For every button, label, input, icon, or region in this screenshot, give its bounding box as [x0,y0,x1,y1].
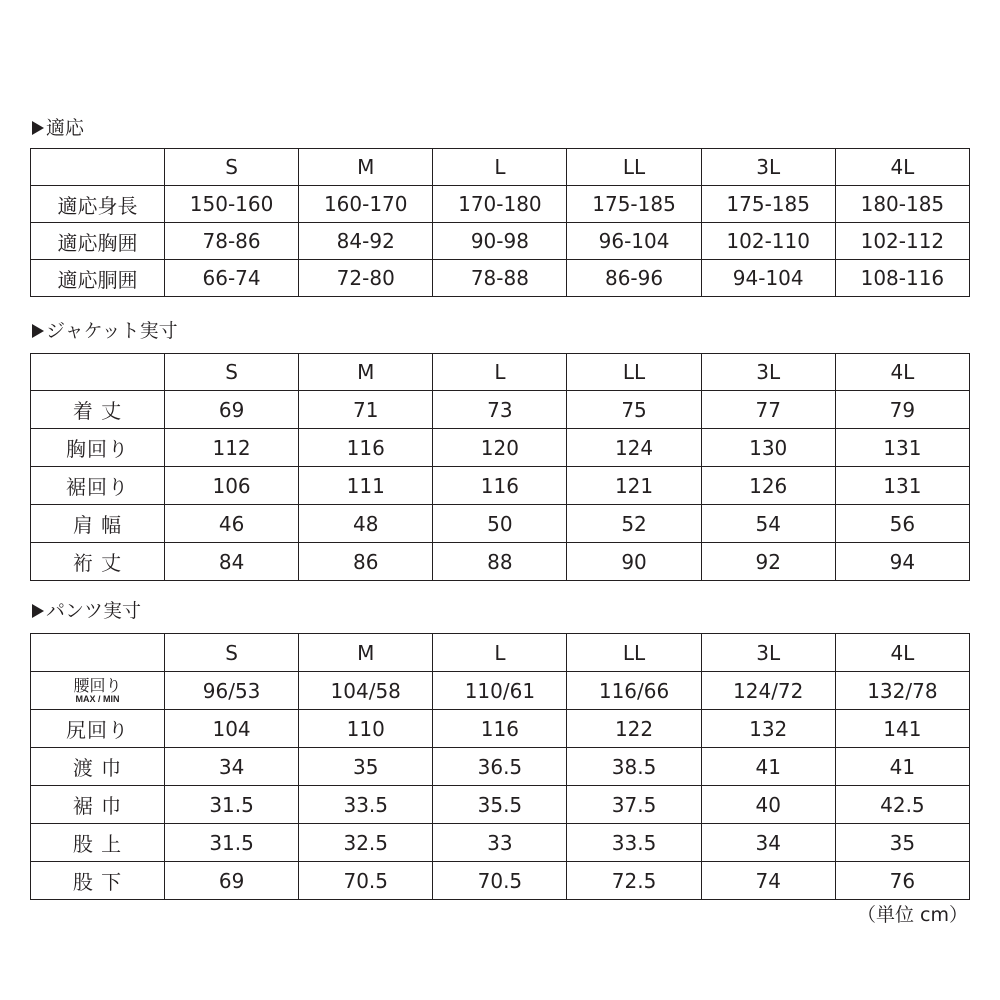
table-cell: 124/72 [701,672,835,710]
table-cell: 48 [299,505,433,543]
table-row [31,467,970,505]
table-cell: 175-185 [567,186,701,223]
table-row [31,223,970,260]
jacket-size-table [30,353,970,581]
size-header: L [433,634,567,672]
table-cell: 88 [433,543,567,581]
pants-section-title: パンツ実寸 [32,600,141,622]
table-cell: 124 [567,429,701,467]
table-cell: 77 [701,391,835,429]
table-cell: 36.5 [433,748,567,786]
table-cell: 86-96 [567,260,701,297]
row-label: 裄 丈 [31,543,165,581]
table-row [31,543,970,581]
table-header-row [31,354,970,391]
table-cell: 50 [433,505,567,543]
table-cell: 33.5 [299,786,433,824]
table-cell: 116 [299,429,433,467]
header-empty-cell [31,149,165,186]
pants-size-table [30,633,970,900]
row-label: 着 丈 [31,391,165,429]
row-label: 胸回り [31,429,165,467]
table-header-row [31,634,970,672]
size-header: M [299,634,433,672]
table-cell: 96/53 [165,672,299,710]
table-cell: 41 [701,748,835,786]
table-cell: 102-112 [835,223,969,260]
table-cell: 69 [165,862,299,900]
size-header: LL [567,634,701,672]
table-cell: 69 [165,391,299,429]
triangle-bullet-icon [32,604,44,618]
table-cell: 34 [701,824,835,862]
table-cell: 31.5 [165,786,299,824]
fit-section-title: 適応 [32,117,84,139]
table-cell: 86 [299,543,433,581]
table-cell: 70.5 [299,862,433,900]
table-row [31,186,970,223]
table-cell: 32.5 [299,824,433,862]
fit-size-table [30,148,970,297]
table-cell: 38.5 [567,748,701,786]
table-cell: 111 [299,467,433,505]
table-cell: 102-110 [701,223,835,260]
table-cell: 106 [165,467,299,505]
table-cell: 180-185 [835,186,969,223]
table-cell: 92 [701,543,835,581]
row-sublabel: MAX / MIN [75,694,120,704]
row-label: 裾回り [31,467,165,505]
table-cell: 94 [835,543,969,581]
table-cell: 130 [701,429,835,467]
table-cell: 31.5 [165,824,299,862]
table-cell: 84 [165,543,299,581]
table-cell: 72-80 [299,260,433,297]
size-header: L [433,149,567,186]
header-empty-cell [31,354,165,391]
table-cell: 78-86 [165,223,299,260]
size-header: S [165,149,299,186]
row-label: 腰回り [73,676,122,695]
size-header: LL [567,149,701,186]
row-label: 尻回り [31,710,165,748]
table-cell: 90-98 [433,223,567,260]
size-header: 4L [835,634,969,672]
table-cell: 120 [433,429,567,467]
row-label: 適応身長 [31,186,165,223]
size-header: M [299,149,433,186]
size-header: 4L [835,149,969,186]
table-cell: 71 [299,391,433,429]
size-header: 3L [701,354,835,391]
table-row [31,748,970,786]
table-cell: 54 [701,505,835,543]
table-cell: 170-180 [433,186,567,223]
table-row [31,260,970,297]
table-cell: 160-170 [299,186,433,223]
table-cell: 84-92 [299,223,433,260]
table-row [31,710,970,748]
table-row [31,786,970,824]
table-cell: 131 [835,467,969,505]
triangle-bullet-icon [32,121,44,135]
table-cell: 150-160 [165,186,299,223]
table-cell: 94-104 [701,260,835,297]
table-cell: 131 [835,429,969,467]
size-header: 4L [835,354,969,391]
table-row [31,862,970,900]
unit-note: （単位 cm） [857,904,968,926]
table-cell: 126 [701,467,835,505]
table-cell: 116/66 [567,672,701,710]
table-cell: 46 [165,505,299,543]
size-header: S [165,354,299,391]
table-cell: 110 [299,710,433,748]
table-cell: 35.5 [433,786,567,824]
row-label: 股 上 [31,824,165,862]
table-cell: 76 [835,862,969,900]
size-header: LL [567,354,701,391]
table-cell: 40 [701,786,835,824]
table-row [31,505,970,543]
table-row [31,391,970,429]
table-cell: 73 [433,391,567,429]
table-cell: 41 [835,748,969,786]
table-cell: 75 [567,391,701,429]
table-cell: 116 [433,467,567,505]
table-cell: 121 [567,467,701,505]
table-cell: 96-104 [567,223,701,260]
jacket-section-title: ジャケット実寸 [32,320,178,342]
row-label-waist [31,672,165,710]
table-cell: 104 [165,710,299,748]
table-cell: 79 [835,391,969,429]
row-label: 渡 巾 [31,748,165,786]
table-cell: 37.5 [567,786,701,824]
table-header-row [31,149,970,186]
table-cell: 132 [701,710,835,748]
table-cell: 78-88 [433,260,567,297]
table-cell: 112 [165,429,299,467]
row-label: 裾 巾 [31,786,165,824]
table-cell: 104/58 [299,672,433,710]
table-row [31,824,970,862]
table-row [31,672,970,710]
size-header: 3L [701,149,835,186]
table-cell: 33.5 [567,824,701,862]
size-header: S [165,634,299,672]
table-cell: 141 [835,710,969,748]
row-label: 適応胸囲 [31,223,165,260]
table-cell: 110/61 [433,672,567,710]
table-cell: 175-185 [701,186,835,223]
table-cell: 132/78 [835,672,969,710]
table-cell: 56 [835,505,969,543]
row-label: 適応胴囲 [31,260,165,297]
table-cell: 52 [567,505,701,543]
triangle-bullet-icon [32,324,44,338]
table-cell: 116 [433,710,567,748]
row-label: 肩 幅 [31,505,165,543]
table-cell: 108-116 [835,260,969,297]
size-header: L [433,354,567,391]
table-cell: 66-74 [165,260,299,297]
header-empty-cell [31,634,165,672]
table-cell: 42.5 [835,786,969,824]
size-header: M [299,354,433,391]
table-cell: 35 [835,824,969,862]
table-cell: 34 [165,748,299,786]
table-cell: 90 [567,543,701,581]
table-cell: 72.5 [567,862,701,900]
table-cell: 70.5 [433,862,567,900]
table-cell: 35 [299,748,433,786]
table-cell: 33 [433,824,567,862]
table-cell: 122 [567,710,701,748]
table-row [31,429,970,467]
table-cell: 74 [701,862,835,900]
row-label: 股 下 [31,862,165,900]
size-header: 3L [701,634,835,672]
